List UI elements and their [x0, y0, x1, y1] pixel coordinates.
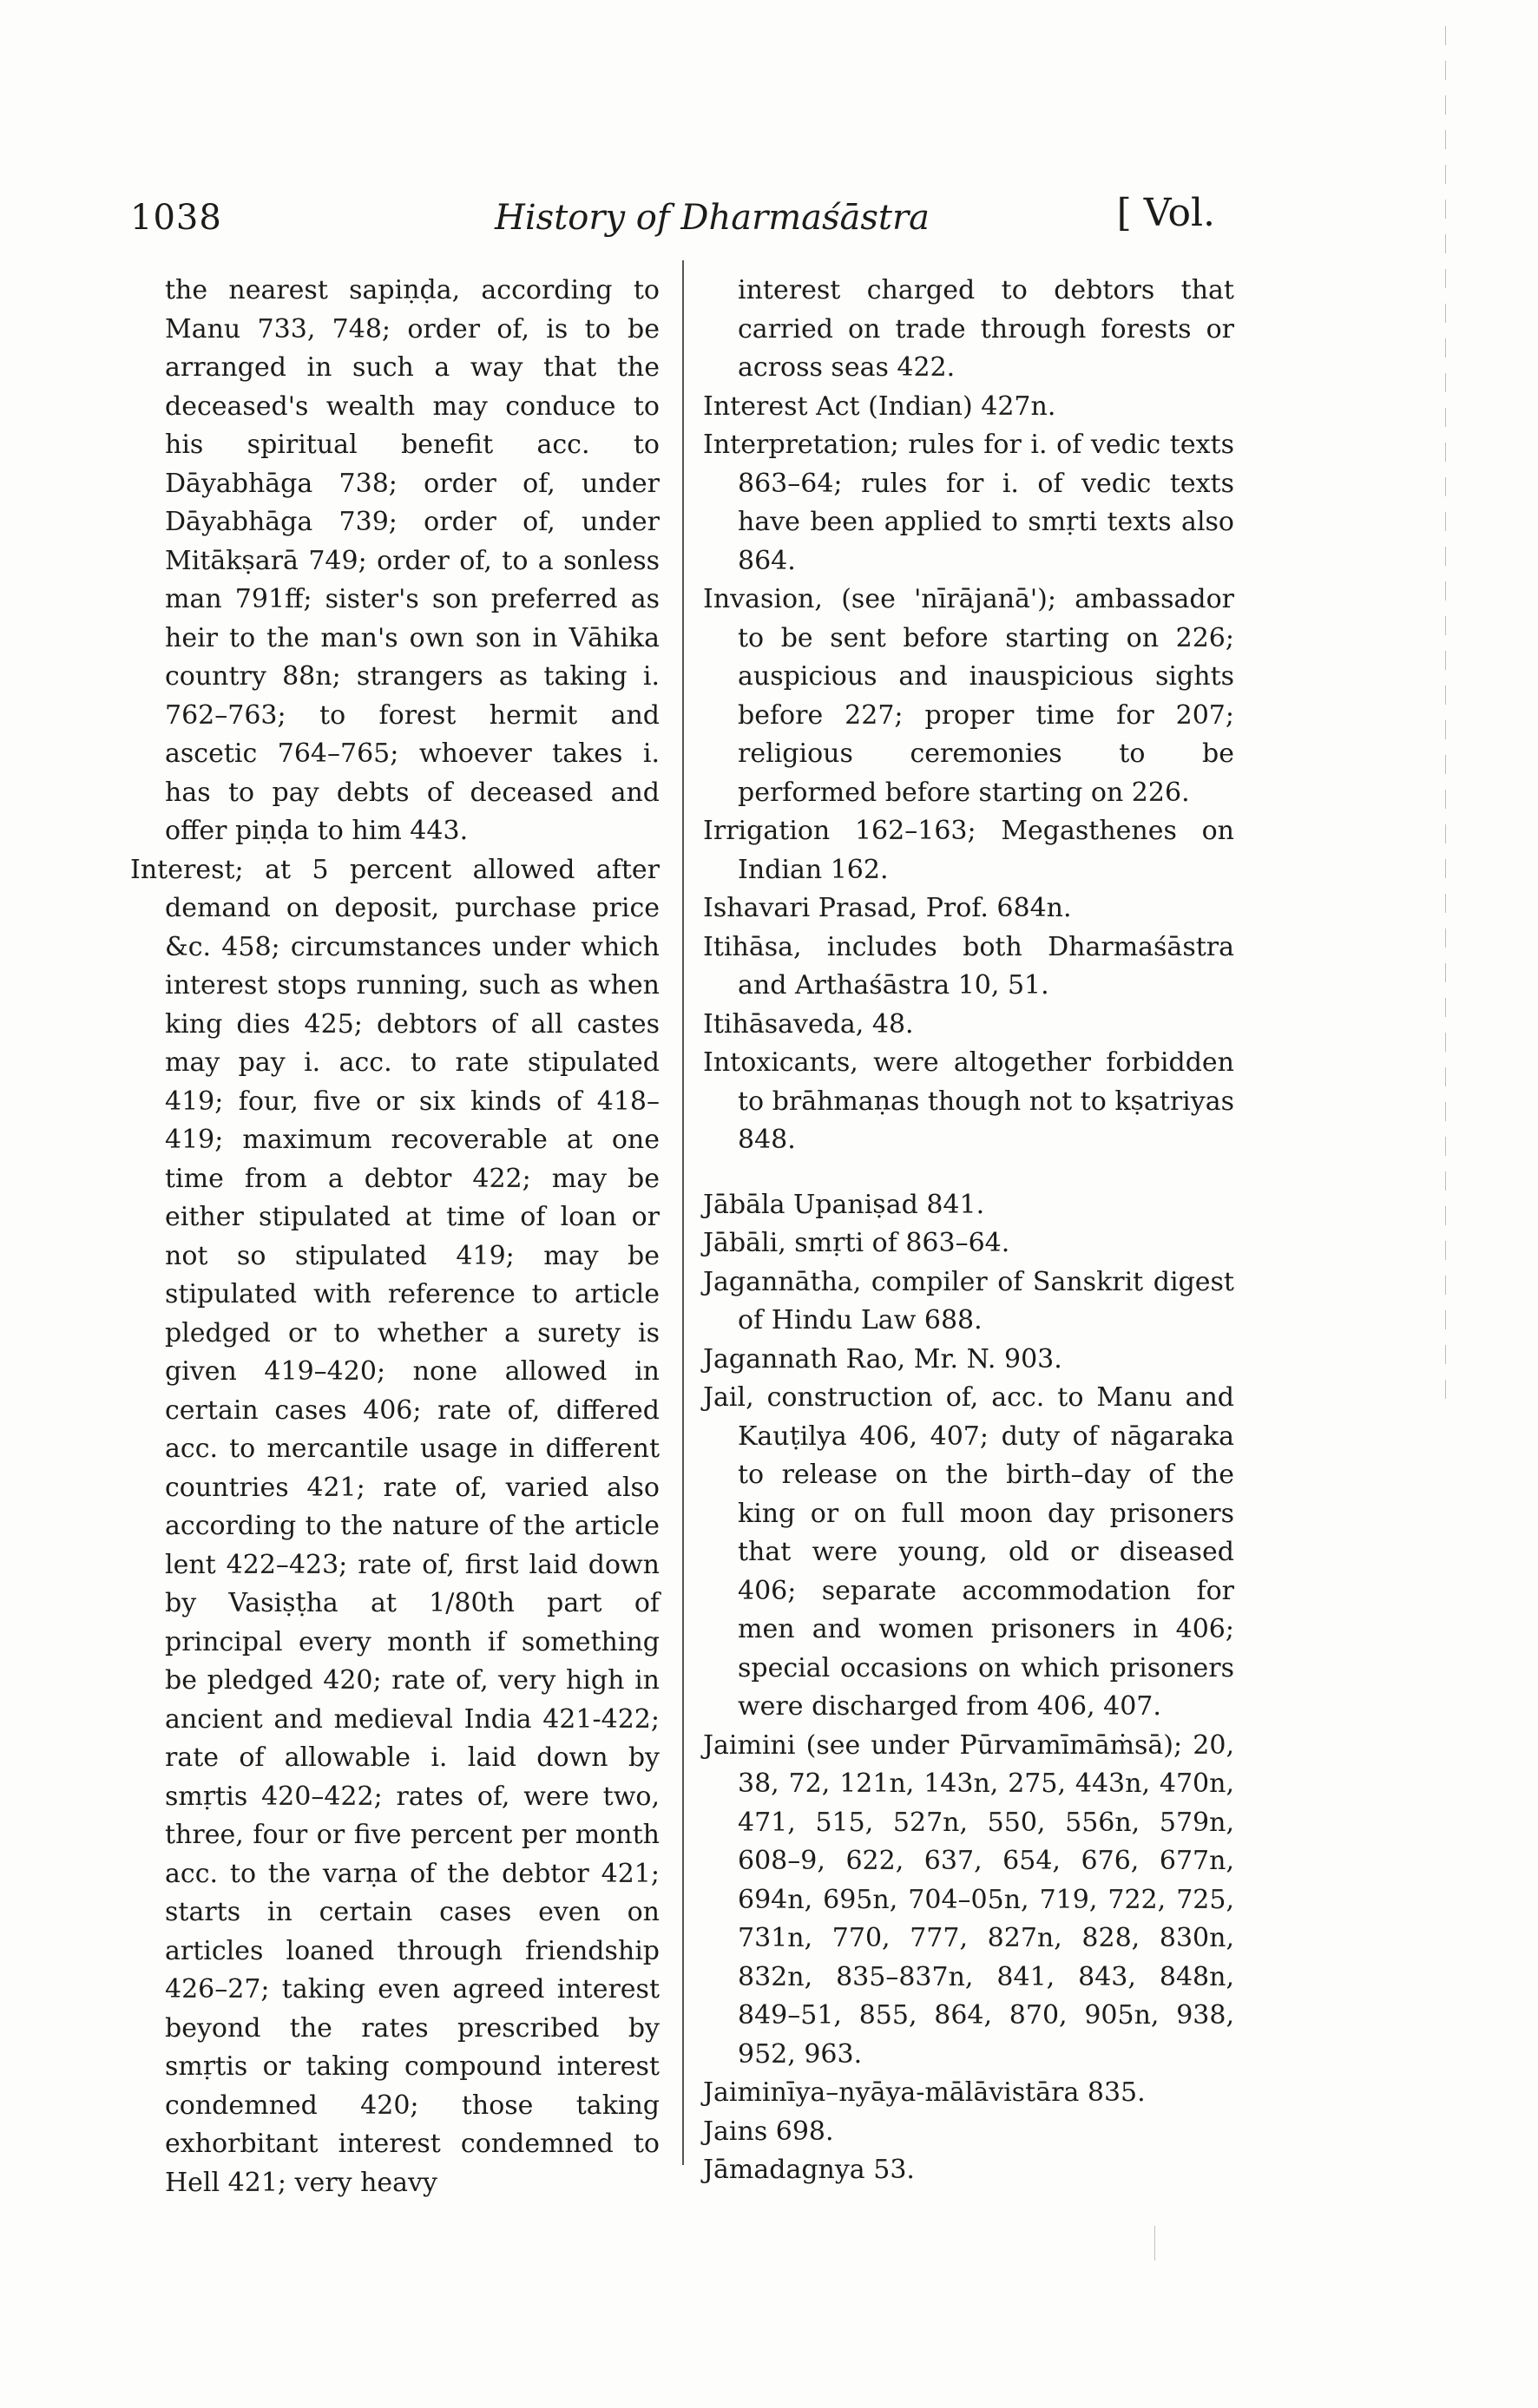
scan-margin-line — [1445, 26, 1446, 1414]
index-entry: Jagannath Rao, Mr. N. 903. — [703, 1343, 1062, 1375]
index-entry-continued: interest charged to debtors that carried on trade through forests or across seas 422. — [738, 275, 1234, 383]
index-entry: Jaiminīya–nyāya-mālāvistāra 835. — [703, 2077, 1146, 2108]
index-entry: Jains 698. — [703, 2116, 834, 2147]
index-entry-interest: Interest; at 5 percent allowed after demand on deposit, purchase price &c. 458; circumstances under which interest stops running, such as when king dies 425; debtors of all castes may pay i. acc. to rate stipulated 419; four, five or six kinds of 418–419; maximum recoverable at one time from a debtor 422; may be either stipulated at time of loan or not so stipulated 419; may be stipulated with reference to article pledged or to whether a surety is given 419–420; none allowed in certain cases 406; rate of, differed acc. to mercantile usage in different countries 421; rate of, varied also according to the nature of the article lent 422–423; rate of, first laid down by Vasiṣṭha at 1/80th part of principal every month if something be pledged 420; rate of, very high in ancient and medieval India 421-422; rate of allowable i. laid down by smṛtis 420–422; rates of, were two, three, four or five percent per month acc. to the varṇa of the debtor 421; starts in certain cases even on articles loaned through friendship 426–27; taking even agreed interest beyond the rates prescribed by smṛtis or taking compound interest condemned 420; those taking exhorbitant interest condemned to Hell 421; very heavy — [130, 854, 660, 2198]
index-entry: Jail, construction of, acc. to Manu and Kauṭilya 406, 407; duty of nāgaraka to release on the birth–day of the king or on full moon day prisoners that were young, old or diseased 406; separate accommodation for men and women prisoners in 406; special occasions on which prisoners were discharged from 406, 407. — [703, 1382, 1234, 1722]
index-entry: Ishavari Prasad, Prof. 684n. — [703, 893, 1072, 923]
index-entry: Jābāla Upaniṣad 841. — [703, 1189, 985, 1220]
index-entry: Itihāsa, includes both Dharmaśāstra and Arthaśāstra 10, 51. — [703, 931, 1234, 1001]
page-number: 1038 — [130, 198, 222, 238]
index-entry: Jābāli, smṛti of 863–64. — [703, 1228, 1010, 1258]
index-entry: Jagannātha, compiler of Sanskrit digest of Hindu Law 688. — [703, 1266, 1234, 1335]
index-entry: Interpretation; rules for i. of vedic texts 863–64; rules for i. of vedic texts have been applied to smṛti texts also 864. — [703, 430, 1234, 576]
column-divider — [682, 260, 684, 2165]
running-title: History of Dharmaśāstra — [495, 198, 930, 238]
index-entry-continued: the nearest sapiṇḍa, according to Manu 733, 748; order of, is to be arranged in such a way that the deceased's wealth may conduce to his spiritual benefit acc. to Dāyabhāga 738; order of, under Dāyabhāga 739; order of, under Mitākṣarā 749; order of, to a sonless man 791ff; sister's son preferred as heir to the man's own son in Vāhika country 88n; strangers as taking i. 762–763; to forest hermit and ascetic 764–765; whoever takes i. has to pay debts of deceased and offer piṇḍa to him 443. — [165, 275, 660, 846]
index-entry: Jāmadagnya 53. — [703, 2155, 915, 2185]
page-header — [130, 191, 1215, 250]
index-entry: Invasion, (see 'nīrājanā'); ambassador to be sent before starting on 226; auspicious and inauspicious sights before 227; proper time for 207; religious ceremonies to be performed before starting on 226. — [703, 584, 1234, 808]
index-entry: Itihāsaveda, 48. — [703, 1008, 914, 1040]
index-entry: Jaimini (see under Pūrvamīmāṁsā); 20, 38, 72, 121n, 143n, 275, 443n, 470n, 471, 515, 527n, 550, 556n, 579n, 608–9, 622, 637, 654, 676, 677n, 694n, 695n, 704–05n, 719, 722, 725, 731n, 770, 777, 827n, 828, 830n, 832n, 835–837n, 841, 843, 848n, 849–51, 855, 864, 870, 905n, 938, 952, 963. — [703, 1729, 1234, 2070]
left-column — [130, 272, 660, 2202]
scan-margin-mark — [1154, 2226, 1155, 2260]
volume-label: [ Vol. — [1116, 191, 1215, 235]
index-entry: Interest Act (Indian) 427n. — [703, 390, 1056, 422]
index-entry: Intoxicants, were altogether forbidden to brāhmaṇas though not to kṣatriyas 848. — [703, 1047, 1235, 1155]
index-entry: Irrigation 162–163; Megasthenes on Indian 162. — [703, 816, 1234, 885]
right-column — [703, 272, 1234, 2190]
